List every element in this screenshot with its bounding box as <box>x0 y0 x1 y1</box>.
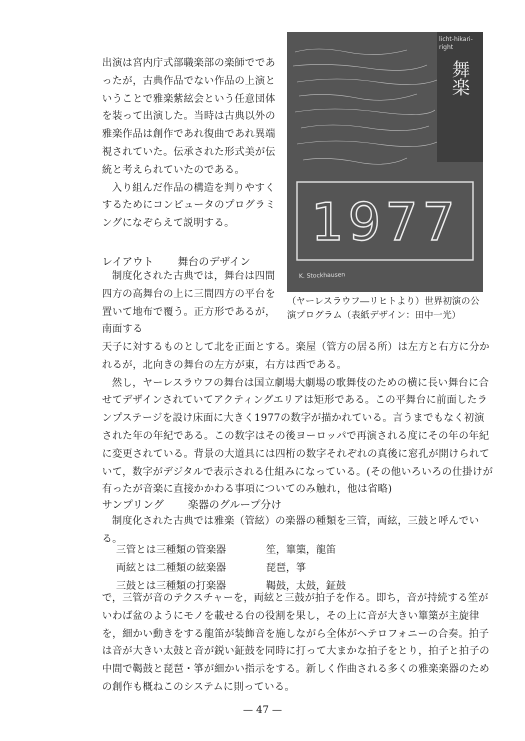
instrument-label: 三管とは三種類の管楽器 <box>116 545 226 556</box>
paragraph: 然し，ヤーレスラウフの舞台は国立劇場大劇場の歌舞伎のための横に長い舞台に合せてデザインされていてアクティングエリアは矩形である。この平舞台に前面したランプステージを設け床面に大きく1977の数字が描かれている。言うまでもなく初演された年の年紀である。この数字はその後ヨーロッパで再演される度にその年の年紀に変更されている。背景の大道具には四桁の数字それぞれの真後に窓孔が開けられていて，数字がデジタルで表示される仕組みになっている。(その他いろいろの仕掛けが有ったが音楽に直接かかわる事項についてのみ触れ，他は省略) <box>102 377 493 496</box>
figure-caption: （ヤーレスラウフ―リヒトより）世界初演の公演プログラム（表紙デザイン：田中一光） <box>287 296 480 321</box>
composer-signature: K. Stockhausen <box>298 271 346 280</box>
instrument-row <box>116 559 306 574</box>
instrument-items: 鞨鼓，太鼓，鉦鼓 <box>266 581 346 592</box>
wrapped-paragraph: 制度化された古典では，舞台は四間四方の高舞台の上に三間四方の平台を置いて地布で覆う。正方形であるが，南面する <box>102 271 276 336</box>
body-text-section1 <box>102 339 494 499</box>
section-heading-sampling <box>102 497 282 512</box>
section2-intro: 制度化された古典では雅楽（管絃）の楽器の種類を三管，両絃，三鼓と呼んでいる。 <box>102 516 480 545</box>
section2-body: で，三管が音のテクスチャーを，両絃と三鼓が拍子を作る。即ち，音が持続する笙がいわば盆のようにモノを載せる台の役割を果し，その上に音が大きい篳篥が主旋律を，細かい動きをする龍笛が装飾音を施しながら全体がヘテロフォニーの合奏。拍子は音が大きい太鼓と音が鋭い鉦鼓を同時に打って大まかな拍子をとり，拍子と拍子の中間で鞨鼓と琵琶・箏が細かい指示をする。新しく作曲される多くの雅楽楽器のための創作も概ねこのシステムに則っている。 <box>102 593 490 693</box>
paragraph: 出演は宮内庁式部職楽部の楽師でであったが，古典作品でない作品の上演ということで雅楽紫絃会という任意団体を装って出演した。当時は古典以外の雅楽作品は創作であれ復曲であれ異端視されていた。伝承された形式美が伝統と考えられていたのである。 <box>102 58 276 176</box>
program-cover-image <box>287 32 483 292</box>
instrument-label: 両絃とは二種類の絃楽器 <box>116 563 226 574</box>
cover-title-vertical: 舞楽 <box>449 60 470 96</box>
left-column-text <box>102 55 280 233</box>
program-year: 1977 <box>310 193 460 253</box>
paragraph: 入り組んだ作品の構造を判りやすくするためにコンピュータのプログラミングになぞらえて説明する。 <box>102 182 276 230</box>
section-heading-layout <box>102 254 250 269</box>
heading-subtitle: 舞台のデザイン <box>177 256 251 268</box>
heading-label: サンプリング <box>102 499 164 511</box>
cover-program-text: licht-hikari-right <box>439 36 473 51</box>
heading-subtitle: 楽器のグループ分け <box>187 499 282 511</box>
instrument-items: 笙，篳篥，龍笛 <box>266 545 336 556</box>
instrument-label: 三鼓とは三種類の打楽器 <box>116 581 226 592</box>
instrument-items: 琵琶，箏 <box>266 563 306 574</box>
heading-label: レイアウト <box>102 256 154 268</box>
instrument-row <box>116 541 336 556</box>
page-number: — 47 — <box>242 705 283 716</box>
paragraph: 天子に対するものとして北を正面とする。楽屋（管方の居る所）は左方と右方に分かれるが，北向きの舞台の左方が東，右方は西である。 <box>102 342 490 371</box>
